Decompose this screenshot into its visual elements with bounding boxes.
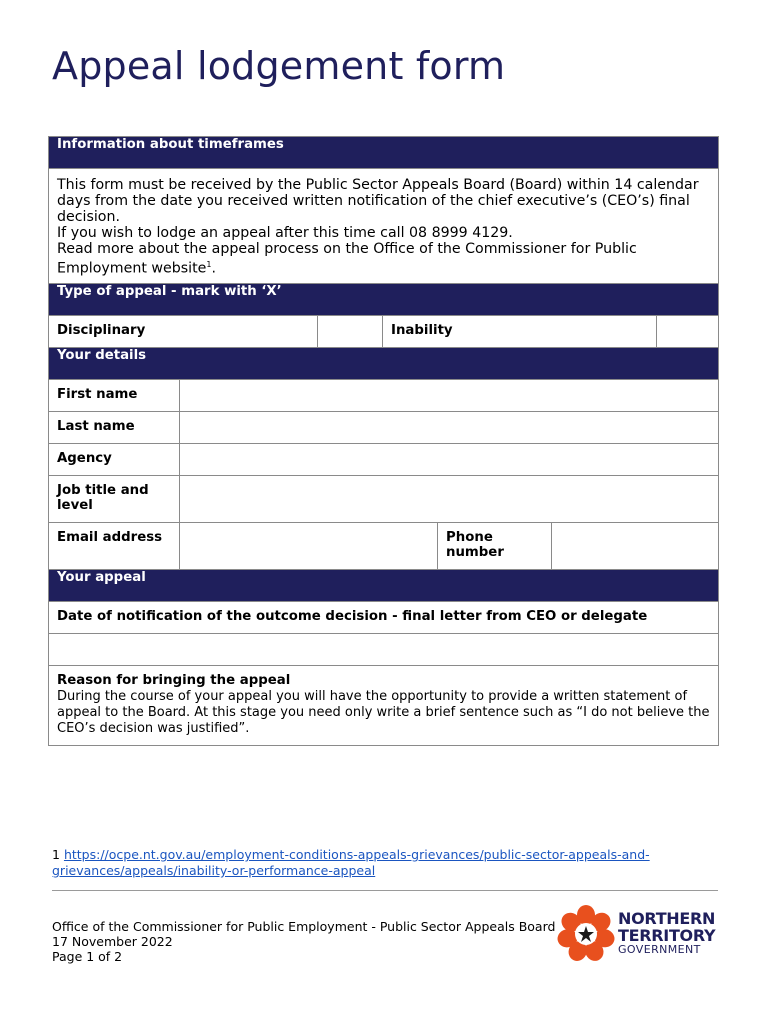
footnote-number: 1 <box>52 847 60 862</box>
appeal-type-header: Type of appeal - mark with ‘X’ <box>49 283 719 315</box>
last-name-field[interactable] <box>180 411 719 443</box>
timeframes-info <box>49 169 719 284</box>
footer-page: Page 1 of 2 <box>52 949 123 964</box>
job-title-field[interactable] <box>180 475 719 522</box>
footnote-link[interactable]: https://ocpe.nt.gov.au/employment-conditions-appeals-grievances/public-sector-appeals-and-grievances/appeals/inability-or-performance-appeal <box>52 847 650 878</box>
footer-divider <box>52 890 718 891</box>
appeal-header: Your appeal <box>49 569 719 601</box>
logo-wordmark <box>618 910 715 944</box>
disciplinary-label: Disciplinary <box>49 315 318 347</box>
appeal-form-table <box>48 136 719 746</box>
footnote-ref: 1 <box>206 260 212 269</box>
timeframes-p3 <box>57 241 710 277</box>
date-notification-label: Date of notification of the outcome decision - final letter from CEO or delegate <box>49 601 719 633</box>
last-name-label: Last name <box>49 411 180 443</box>
reason-row <box>49 665 719 745</box>
reason-title: Reason for bringing the appeal <box>57 672 291 688</box>
details-header: Your details <box>49 347 719 379</box>
desert-rose-icon <box>556 904 616 964</box>
timeframes-p1: This form must be received by the Public Sector Appeals Board (Board) within 14 calendar days from the date you received written notification of the chief executive’s (CEO’s) final decision. <box>57 177 699 225</box>
first-name-label: First name <box>49 379 180 411</box>
details-header-row <box>49 347 719 379</box>
appeal-type-row <box>49 315 719 347</box>
footnote <box>52 847 712 879</box>
date-notification-field[interactable] <box>49 633 719 665</box>
agency-row <box>49 443 719 475</box>
timeframes-p2: If you wish to lodge an appeal after this time call 08 8999 4129. <box>57 225 513 241</box>
first-name-field[interactable] <box>180 379 719 411</box>
agency-label: Agency <box>49 443 180 475</box>
footer-date: 17 November 2022 <box>52 934 173 949</box>
logo-line-northern: NORTHERN <box>618 909 716 928</box>
email-field[interactable] <box>180 522 438 569</box>
first-name-row <box>49 379 719 411</box>
timeframes-p3-end: . <box>211 260 216 277</box>
last-name-row <box>49 411 719 443</box>
page-footer <box>52 919 555 964</box>
logo-line-territory: TERRITORY <box>618 926 716 945</box>
disciplinary-checkbox[interactable] <box>318 315 383 347</box>
reason-body: During the course of your appeal you will have the opportunity to provide a written statement of appeal to the Board. At this stage you need only write a brief sentence such as “I do not believe the CEO’s decision was justified”. <box>57 688 710 736</box>
page-title: Appeal lodgement form <box>52 44 506 88</box>
email-phone-row <box>49 522 719 569</box>
agency-field[interactable] <box>180 443 719 475</box>
timeframes-header-row <box>49 137 719 169</box>
nt-government-logo <box>556 904 726 964</box>
timeframes-p3-text: Read more about the appeal process on the Office of the Commissioner for Public Employment website <box>57 241 637 277</box>
job-title-label: Job title and level <box>49 475 180 522</box>
inability-checkbox[interactable] <box>657 315 719 347</box>
appeal-header-row <box>49 569 719 601</box>
phone-label: Phone number <box>438 522 552 569</box>
timeframes-info-row <box>49 169 719 284</box>
date-field-row <box>49 633 719 665</box>
phone-field[interactable] <box>552 522 719 569</box>
timeframes-header: Information about timeframes <box>49 137 719 169</box>
footer-org: Office of the Commissioner for Public Employment - Public Sector Appeals Board <box>52 919 556 934</box>
reason-field[interactable] <box>49 665 719 745</box>
inability-label: Inability <box>383 315 657 347</box>
job-title-row <box>49 475 719 522</box>
email-label: Email address <box>49 522 180 569</box>
logo-line-government: GOVERNMENT <box>618 943 701 956</box>
date-label-row <box>49 601 719 633</box>
appeal-type-header-row <box>49 283 719 315</box>
